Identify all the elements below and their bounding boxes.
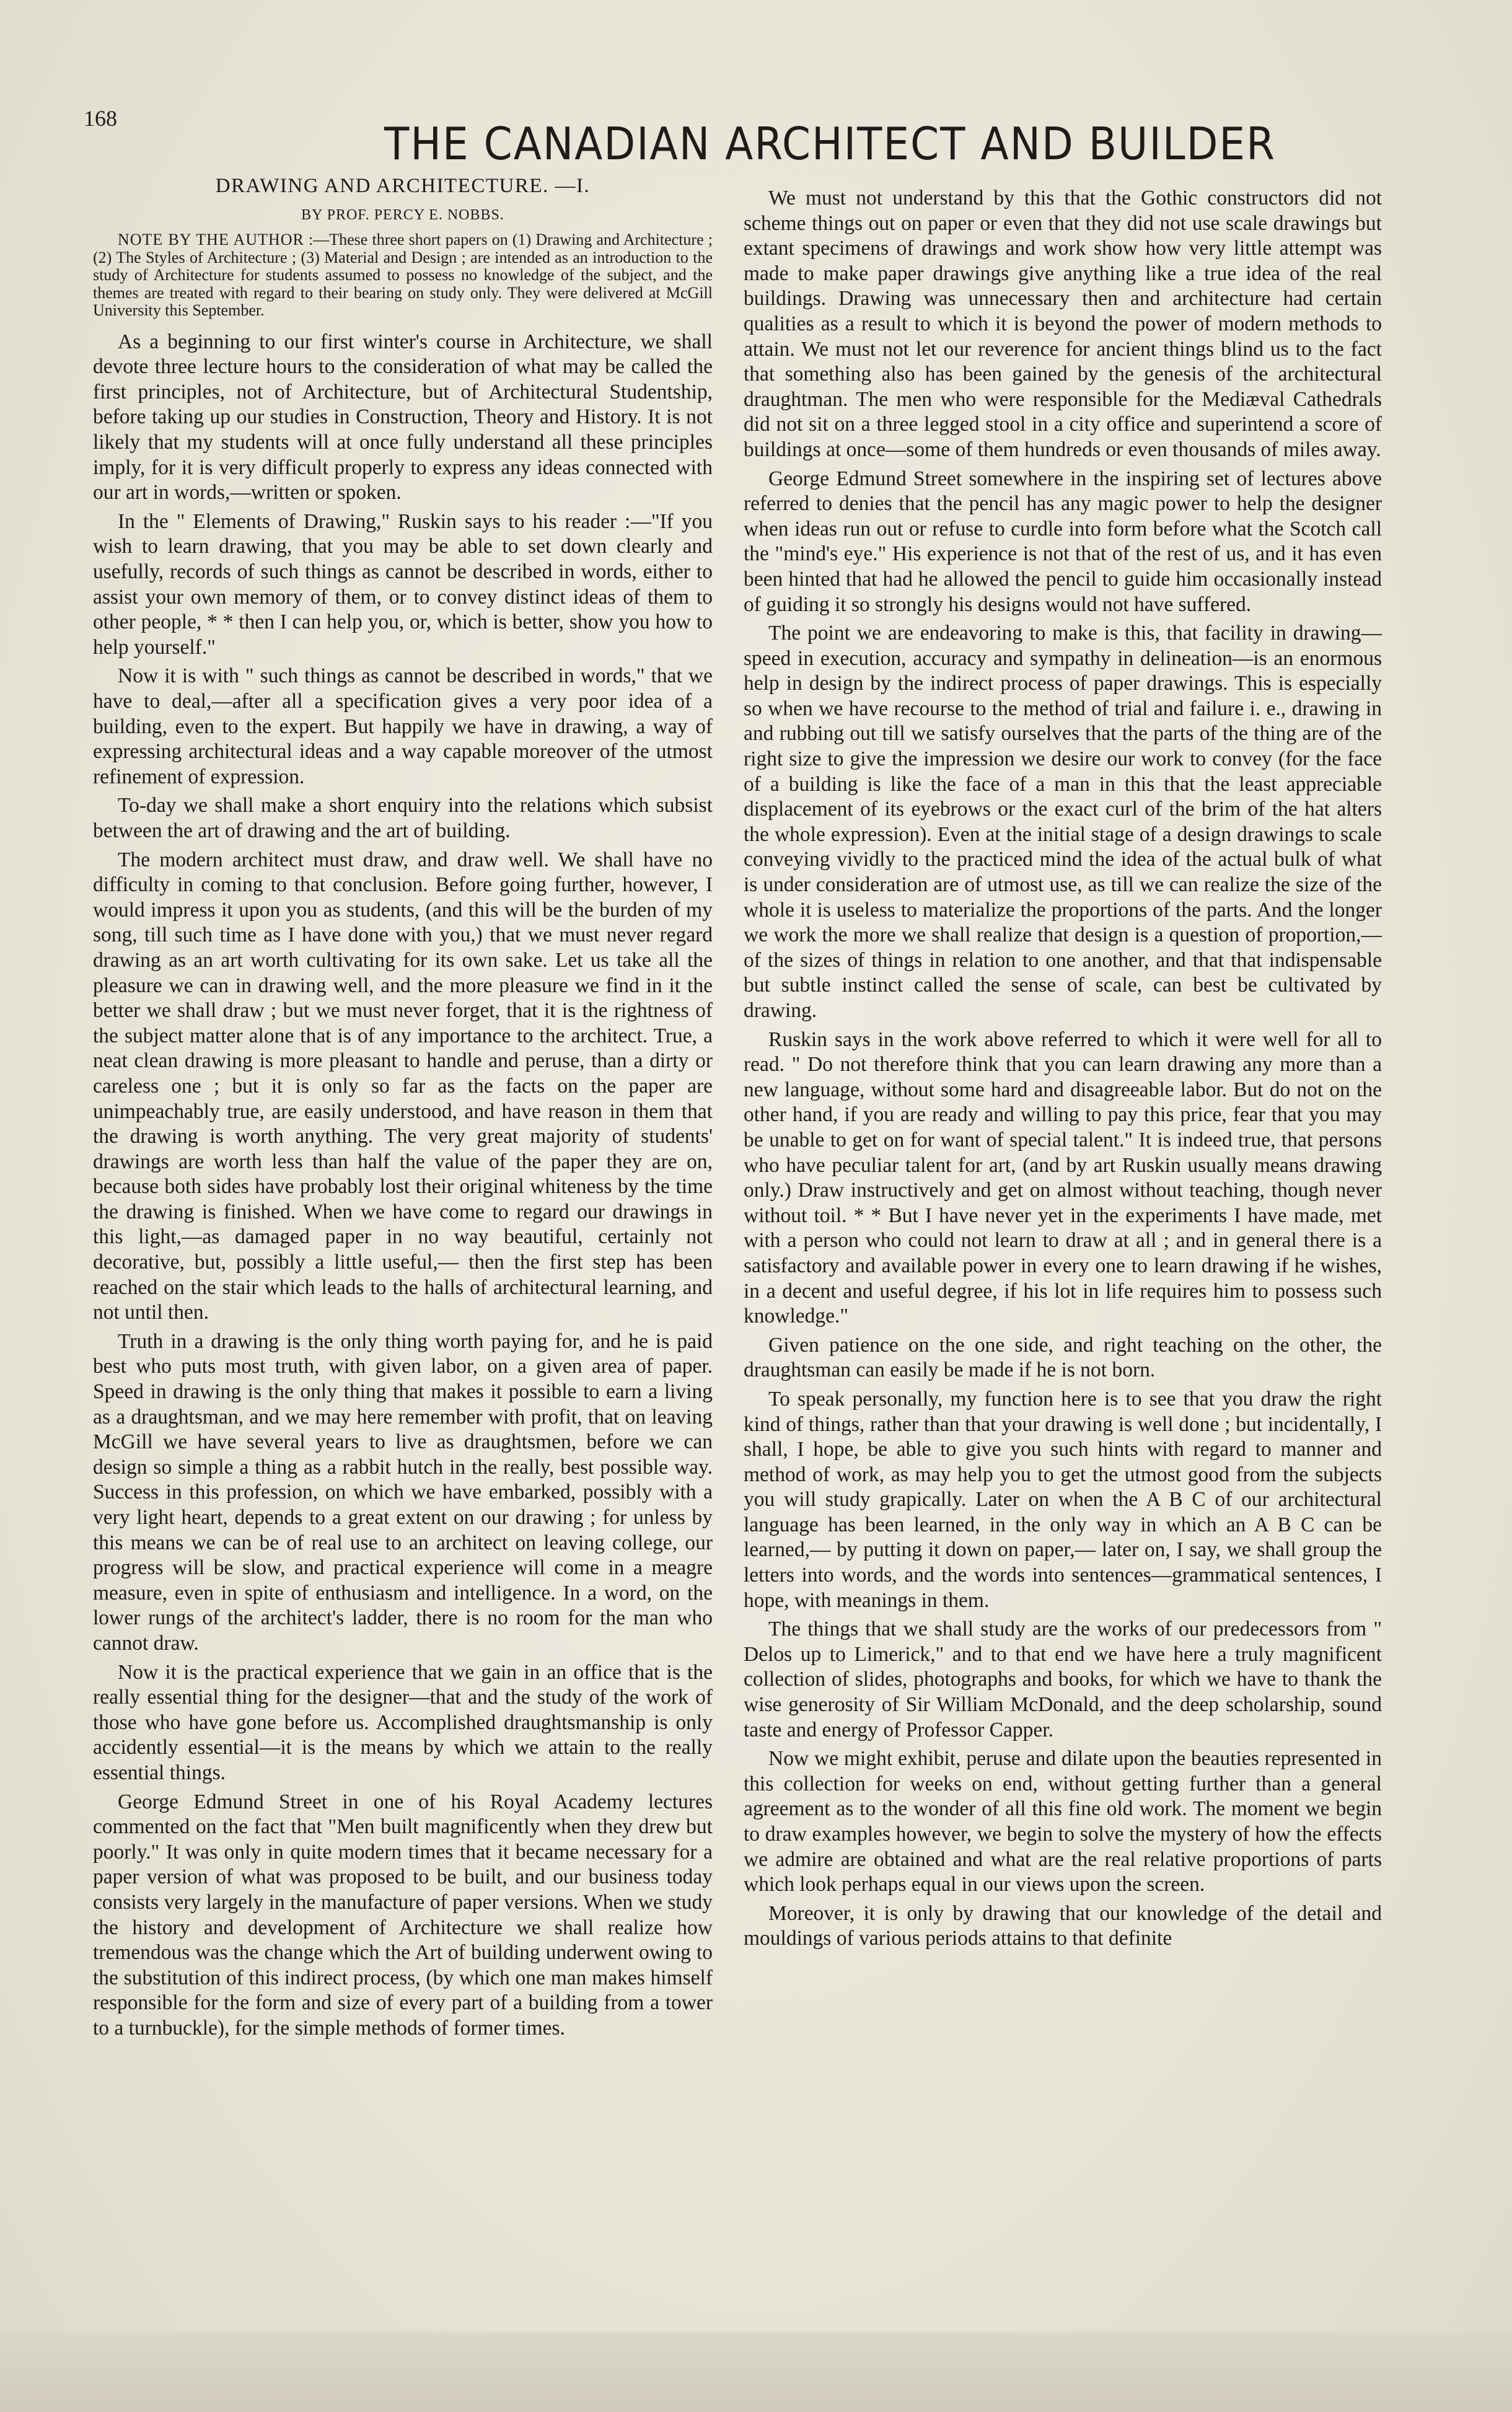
paragraph: The modern architect must draw, and draw well. We shall have no difficulty in coming to that conclusion. Before going further, however, I would impress it upon you as students, (and this will be the burden of my song, till such time as I have done with you,) that we must never regard drawing as an art worth cultivating for its own sake. Let us take all the pleasure we can in drawing well, and the more pleasure we find in it the better we shall draw ; but we must never forget, that it is the rightness of the subject matter alone that is of any importance to the architect. True, a neat clean drawing is more pleasant to handle and peruse, than a dirty or careless one ; but it is only so far as the facts on the paper are unimpeachably true, are easily understood, and have reason in them that the drawing is worth anything. The very great majority of students' drawings are worth less than half the value of the paper they are on, because both sides have probably lost their original whiteness by the time the drawing is finished. When we have come to regard our drawings in this light,—as damaged paper in no way beautiful, certainly not decorative, but, possibly a little useful,— then the first step has been reached on the stair which leads to the halls of architectural learning, and not until then. [93,848,713,1324]
paragraph: To speak personally, my function here is to see that you draw the right kind of things, rather than that your drawing is well done ; but incidentally, I shall, I hope, be able to give you such hints with regard to manner and method of work, as may help you to get the utmost good from the subjects you will study grapically. Later on when the A B C of our architectural language has been learned, in the only way in which an A B C can be learned,— by putting it down on paper,— later on, I say, we shall group the letters into words, and the words into sentences—grammatical sentences, I hope, with meanings in them. [744,1387,1382,1612]
running-head: THE CANADIAN ARCHITECT AND BUILDER [384,118,1276,170]
article-byline: BY PROF. PERCY E. NOBBS. [301,206,504,223]
paragraph: The point we are endeavoring to make is this, that facility in drawing—speed in execution, accuracy and sympathy in delineation—is an enormous help in design by the indirect process of paper drawings. This is especially so when we have recourse to the method of trial and failure i. e., drawing in and rubbing out till we satisfy ourselves that the parts of the thing are of the right size to give the impression we desire our work to convey (for the face of a building is like the face of a man in this that the least appreciable displacement of its eyebrows or the exact curl of the brim of the hat alters the whole expression). Even at the initial stage of a design drawings to scale conveying vividly to the practiced mind the idea of the actual bulk of what is under consideration are of utmost use, as till we can realize the size of the whole it is useless to materialize the proportions of the parts. And the longer we work the more we shall realize that design is a question of proportion,—of the sizes of things in relation to one another, and that that indispensable but subtle instinct called the sense of scale, can best be cultivated by drawing. [744,622,1382,1022]
paragraph: Ruskin says in the work above referred to which it were well for all to read. " Do not therefore think that you can learn drawing any more than a new language, without some hard and disagreeable labor. But do not on the other hand, if you are ready and willing to pay this price, fear that you may be unable to get on for want of special talent." It is indeed true, that persons who have peculiar talent for art, (and by art Ruskin usually means drawing only.) Draw instructively and get on almost without teaching, though never without toil. * * But I have never yet in the experiments I have made, met with a person who could not learn to draw at all ; and in general there is a satisfactory and available power in every one to learn drawing if he wishes, in a decent and useful degree, if his lot in life requires him to possess such knowledge." [744,1028,1382,1328]
page-number: 168 [84,106,117,131]
paragraph: Now we might exhibit, peruse and dilate upon the beauties represented in this collection for weeks on end, without getting further than a general agreement as to the wonder of all this fine old work. The moment we begin to draw examples however, we begin to solve the mystery of how the effects we admire are obtained and what are the real relative proportions of parts which look perhaps equal in our views upon the screen. [744,1747,1382,1896]
paragraph: We must not understand by this that the Gothic constructors did not scheme things out on paper or even that they did not use scale drawings but extant specimens of drawings and work show how very little attempt was made to make paper drawings give anything like a true idea of the real buildings. Drawing was unnecessary then and architecture had certain qualities as a result to which it is beyond the power of modern methods to attain. We must not let our reverence for ancient things blind us to the fact that something also has been gained by the genesis of the architectural draughtman. The men who were responsible for the Mediæval Cathedrals did not sit on a three legged stool in a city office and superintend a score of buildings at once—some of them hundreds or even thousands of miles away. [744,187,1382,461]
article-title: DRAWING AND ARCHITECTURE. —I. [215,175,591,197]
paragraph: George Edmund Street somewhere in the inspiring set of lectures above referred to denies that the pencil has any magic power to help the designer when ideas run out or refuse to curdle into form before what the Scotch call the "mind's eye." His experience is not that of the rest of us, and it has even been hinted that had he allowed the pencil to guide him occasionally instead of guiding it so strongly his designs would not have suffered. [744,467,1382,616]
paragraph: Truth in a drawing is the only thing worth paying for, and he is paid best who puts most truth, with given labor, on a given area of paper. Speed in drawing is the only thing that makes it possible to earn a living as a draughtsman, and we may here remember with profit, that on leaving McGill we have several years to live as draughtsmen, before we can design so simple a thing as a rabbit hutch in the really, best possible way. Success in this profession, on which we have embarked, possibly with a very light heart, depends to a great extent on our drawing ; for unless by this means we can be of real use to an architect on leaving college, our progress will be slow, and practical experience will come in a meagre measure, even in spite of enthusiasm and intelligence. In a word, on the lower rungs of the architect's ladder, there is no room for the man who cannot draw. [93,1329,713,1655]
paragraph: George Edmund Street in one of his Royal Academy lectures commented on the fact that "Men built magnificently when they drew but poorly." It was only in quite modern times that it became necessary for a paper version of what was proposed to be built, and our business today consists very largely in the manufacture of paper versions. When we study the history and development of Architecture we shall realize how tremendous was the change which the Art of building underwent owing to the substitution of this indirect process, (by which one man makes himself responsible for the form and size of every part of a building from a tower to a turnbuckle), for the simple methods of former times. [93,1790,713,2040]
paragraph: Now it is the practical experience that we gain in an office that is the really essential thing for the designer—that and the study of the work of those who have gone before us. Accomplished draughtsmanship is only accidently essential—it is the means by which we attain to the really essential things. [93,1660,713,1784]
left-column [93,174,713,2044]
right-column [744,186,1382,1955]
paragraph: Moreover, it is only by drawing that our knowledge of the detail and mouldings of various periods attains to that definite [744,1901,1382,1950]
paragraph: The things that we shall study are the works of our predecessors from " Delos up to Limerick," and to that end we have here a truly magnificent collection of slides, photographs and books, for which we have to thank the wise generosity of Sir William McDonald, and the deep scholarship, sound taste and energy of Professor Capper. [744,1618,1382,1741]
paragraph: In the " Elements of Drawing," Ruskin says to his reader :—"If you wish to learn drawing, that you may be able to set down clearly and usefully, records of such things as cannot be described in words, either to assist your own memory of them, or to convey distinct ideas of them to other people, * * then I can help you, or, which is better, show you how to help yourself." [93,509,713,659]
page-bottom-edge [0,2331,1512,2412]
author-note [93,231,713,320]
paragraph: Given patience on the one side, and right teaching on the other, the draughtsman can easily be made if he is not born. [744,1333,1382,1382]
paragraph: As a beginning to our first winter's course in Architecture, we shall devote three lecture hours to the consideration of what may be called the first principles, not of Architecture, but of Architectural Studentship, before taking up our studies in Construction, Theory and History. It is not likely that my students will at once fully understand all these principles imply, for it is very difficult properly to express any ideas connected with our art in words,—written or spoken. [93,330,713,504]
author-note-text: :—These three short papers on (1) Drawing and Architecture ; (2) The Styles of Architecture ; (3) Material and Design ; are intended as an introduction to the study of Architecture for students assumed to possess no knowledge of the subject, and the themes are treated with regard to their bearing on study only. They were delivered at McGill University this September. [93,231,713,320]
paragraph: To-day we shall make a short enquiry into the relations which subsist between the art of drawing and the art of building. [93,794,713,842]
paragraph: Now it is with " such things as cannot be described in words," that we have to deal,—after all a specification gives a very poor idea of a building, even to the expert. But happily we have in drawing, a way of expressing architectural ideas and a way capable moreover of the utmost refinement of expression. [93,664,713,788]
author-note-label: NOTE BY THE AUTHOR [118,231,304,249]
